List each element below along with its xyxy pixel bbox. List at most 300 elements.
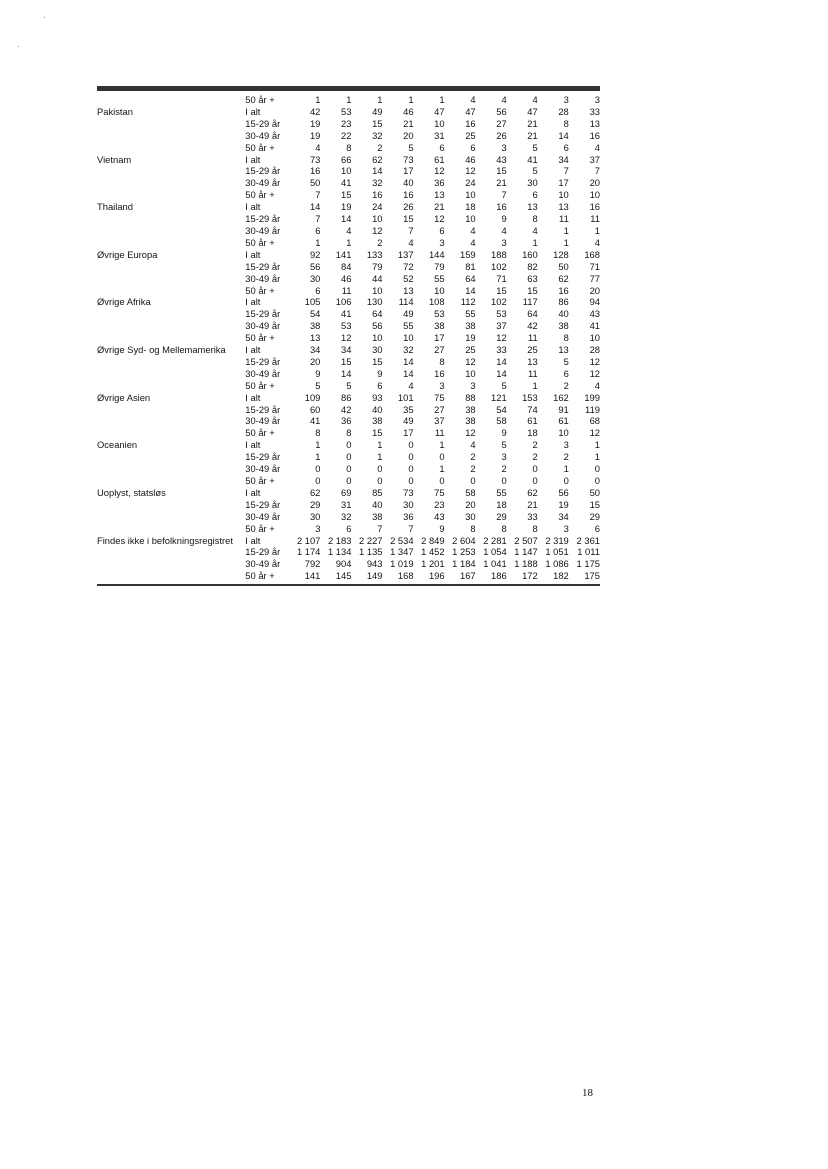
table-row — [97, 499, 600, 511]
table-row — [97, 201, 600, 213]
value-cell: 2 — [563, 451, 569, 463]
value-cell: 3 — [563, 94, 569, 105]
value-cell: 0 — [532, 475, 538, 486]
value-cell: 6 — [563, 141, 569, 153]
value-cell: 64 — [372, 308, 383, 320]
value-cell: 101 — [397, 391, 414, 403]
value-cell: 93 — [372, 391, 383, 403]
value-cell: 10 — [589, 189, 600, 201]
value-cell: 1 051 — [545, 546, 569, 558]
value-cell: 1 134 — [327, 546, 352, 558]
value-cell: 1 174 — [296, 546, 321, 558]
value-cell: 15 — [341, 355, 352, 367]
value-cell: 8 — [532, 522, 538, 534]
value-cell: 19 — [558, 498, 569, 510]
region-cell — [97, 368, 245, 380]
value-cell: 16 — [589, 201, 600, 213]
value-cell: 0 — [439, 451, 445, 463]
value-cell: 7 — [408, 522, 414, 534]
region-cell — [97, 427, 245, 439]
age-group-cell: 30-49 år — [245, 272, 281, 284]
table-row — [97, 285, 600, 297]
region-cell — [97, 285, 245, 297]
value-cell: 32 — [372, 177, 383, 189]
table-row — [97, 535, 600, 547]
value-cell: 68 — [589, 415, 600, 427]
value-cell: 2 — [377, 236, 383, 248]
age-group-cell: I alt — [245, 391, 261, 403]
region-cell — [97, 130, 245, 142]
value-cell: 25 — [465, 129, 476, 141]
table-row — [97, 475, 600, 487]
table-row — [97, 356, 600, 368]
value-cell: 144 — [428, 248, 445, 260]
value-cell: 36 — [403, 510, 414, 522]
value-cell: 21 — [527, 117, 538, 129]
value-cell: 79 — [434, 260, 445, 272]
value-cell: 0 — [408, 439, 414, 451]
value-cell: 73 — [309, 153, 321, 165]
value-cell: 31 — [434, 129, 445, 141]
value-cell: 5 — [532, 141, 538, 153]
value-cell: 4 — [470, 236, 476, 248]
region-cell: Øvrige Asien — [97, 391, 151, 403]
value-cell: 128 — [553, 248, 569, 260]
value-cell: 30 — [309, 510, 321, 522]
value-cell: 13 — [527, 355, 538, 367]
value-cell: 9 — [315, 367, 321, 379]
table-row — [97, 380, 600, 392]
value-cell: 12 — [465, 427, 476, 439]
table-row — [97, 213, 600, 225]
value-cell: 0 — [594, 463, 600, 475]
region-cell — [97, 404, 245, 416]
value-cell: 55 — [434, 272, 445, 284]
value-cell: 40 — [372, 498, 383, 510]
value-cell: 32 — [403, 344, 414, 356]
value-cell: 0 — [532, 463, 538, 475]
value-cell: 69 — [341, 486, 352, 498]
value-cell: 50 — [558, 260, 569, 272]
value-cell: 4 — [470, 224, 476, 236]
value-cell: 74 — [527, 403, 538, 415]
value-cell: 72 — [403, 260, 414, 272]
value-cell: 2 — [470, 463, 476, 475]
value-cell: 34 — [341, 344, 352, 356]
value-cell: 117 — [522, 296, 538, 308]
value-cell: 16 — [589, 129, 600, 141]
value-cell: 43 — [434, 510, 445, 522]
age-group-cell: I alt — [245, 344, 261, 356]
value-cell: 0 — [346, 451, 352, 463]
value-cell: 186 — [491, 570, 507, 582]
value-cell: 1 — [563, 236, 569, 248]
value-cell: 2 849 — [421, 534, 445, 546]
value-cell: 1 — [408, 94, 414, 105]
region-cell — [97, 273, 245, 285]
value-cell: 5 — [532, 165, 538, 177]
value-cell: 56 — [372, 320, 383, 332]
age-group-cell: 15-29 år — [245, 451, 281, 463]
value-cell: 86 — [341, 391, 352, 403]
value-cell: 1 347 — [390, 546, 414, 558]
value-cell: 119 — [585, 403, 600, 415]
value-cell: 10 — [558, 427, 569, 439]
value-cell: 1 019 — [390, 558, 414, 570]
value-cell: 7 — [594, 165, 600, 177]
value-cell: 7 — [315, 213, 321, 225]
value-cell: 13 — [558, 344, 569, 356]
value-cell: 13 — [309, 332, 321, 344]
value-cell: 36 — [341, 415, 352, 427]
value-cell: 1 054 — [483, 546, 507, 558]
age-group-cell: 30-49 år — [245, 367, 281, 379]
value-cell: 75 — [434, 486, 445, 498]
value-cell: 943 — [366, 558, 383, 570]
value-cell: 1 — [315, 94, 321, 105]
value-cell: 4 — [501, 94, 507, 105]
value-cell: 8 — [532, 213, 538, 225]
value-cell: 38 — [465, 415, 476, 427]
age-group-cell: 15-29 år — [245, 260, 281, 272]
value-cell: 28 — [558, 105, 569, 117]
table-row — [97, 261, 600, 273]
value-cell: 1 — [439, 439, 445, 451]
value-cell: 182 — [553, 570, 569, 582]
value-cell: 71 — [589, 260, 600, 272]
value-cell: 40 — [372, 403, 383, 415]
value-cell: 14 — [341, 213, 352, 225]
table-row — [97, 546, 600, 558]
region-cell — [97, 523, 245, 535]
value-cell: 81 — [465, 260, 476, 272]
table-row — [97, 296, 600, 308]
value-cell: 8 — [315, 427, 321, 439]
value-cell: 16 — [403, 189, 414, 201]
value-cell: 13 — [558, 201, 569, 213]
value-cell: 6 — [470, 141, 476, 153]
value-cell: 4 — [594, 236, 600, 248]
region-cell — [97, 356, 245, 368]
age-group-cell: 15-29 år — [245, 546, 281, 558]
value-cell: 9 — [439, 522, 445, 534]
value-cell: 4 — [594, 379, 600, 391]
value-cell: 16 — [372, 189, 383, 201]
value-cell: 85 — [372, 486, 383, 498]
value-cell: 6 — [346, 522, 352, 534]
value-cell: 38 — [372, 415, 383, 427]
value-cell: 73 — [403, 153, 414, 165]
value-cell: 33 — [589, 105, 600, 117]
value-cell: 2 534 — [390, 534, 414, 546]
value-cell: 42 — [309, 105, 321, 117]
value-cell: 58 — [465, 486, 476, 498]
value-cell: 12 — [372, 224, 383, 236]
value-cell: 11 — [528, 367, 538, 379]
value-cell: 73 — [403, 486, 414, 498]
statistics-table-container — [97, 86, 600, 586]
value-cell: 30 — [403, 498, 414, 510]
value-cell: 71 — [496, 272, 507, 284]
age-group-cell: 50 år + — [245, 284, 275, 296]
value-cell: 11 — [559, 213, 569, 225]
value-cell: 3 — [315, 522, 321, 534]
value-cell: 34 — [558, 510, 569, 522]
value-cell: 10 — [434, 117, 445, 129]
value-cell: 149 — [366, 570, 383, 582]
value-cell: 62 — [558, 272, 569, 284]
value-cell: 41 — [341, 177, 352, 189]
value-cell: 55 — [403, 320, 414, 332]
table-row — [97, 308, 600, 320]
value-cell: 47 — [434, 105, 445, 117]
age-group-cell: 15-29 år — [245, 498, 281, 510]
region-cell — [97, 451, 245, 463]
value-cell: 33 — [527, 510, 538, 522]
value-cell: 12 — [496, 332, 507, 344]
age-group-cell: I alt — [245, 296, 261, 308]
table-row — [97, 404, 600, 416]
value-cell: 168 — [397, 570, 414, 582]
value-cell: 3 — [470, 379, 476, 391]
table-body — [97, 94, 600, 582]
table-row — [97, 249, 600, 261]
age-group-cell: 50 år + — [245, 189, 275, 201]
value-cell: 20 — [465, 498, 476, 510]
value-cell: 30 — [465, 510, 476, 522]
value-cell: 175 — [584, 570, 600, 582]
region-cell — [97, 546, 245, 558]
value-cell: 27 — [434, 344, 445, 356]
value-cell: 24 — [372, 201, 383, 213]
value-cell: 56 — [496, 105, 507, 117]
value-cell: 145 — [335, 570, 352, 582]
age-group-cell: 30-49 år — [245, 320, 281, 332]
value-cell: 17 — [403, 427, 414, 439]
age-group-cell: 30-49 år — [245, 558, 281, 570]
region-cell — [97, 511, 245, 523]
region-cell — [97, 463, 245, 475]
value-cell: 2 — [563, 379, 569, 391]
age-group-cell: 50 år + — [245, 522, 275, 534]
value-cell: 5 — [408, 141, 414, 153]
value-cell: 6 — [563, 367, 569, 379]
value-cell: 3 — [563, 439, 569, 451]
age-group-cell: 50 år + — [245, 94, 275, 105]
value-cell: 188 — [491, 248, 507, 260]
value-cell: 46 — [403, 105, 414, 117]
value-cell: 7 — [408, 224, 414, 236]
value-cell: 4 — [470, 94, 476, 105]
table-row — [97, 392, 600, 404]
age-group-cell: 50 år + — [245, 475, 275, 486]
region-cell: Findes ikke i befolkningsregistret — [97, 534, 234, 546]
value-cell: 5 — [501, 379, 507, 391]
age-group-cell: I alt — [245, 534, 261, 546]
value-cell: 4 — [532, 94, 538, 105]
value-cell: 35 — [403, 403, 414, 415]
value-cell: 29 — [309, 498, 321, 510]
age-group-cell: I alt — [245, 153, 261, 165]
value-cell: 7 — [377, 522, 383, 534]
value-cell: 58 — [496, 415, 507, 427]
value-cell: 172 — [522, 570, 538, 582]
value-cell: 8 — [563, 332, 569, 344]
value-cell: 28 — [589, 344, 600, 356]
value-cell: 32 — [372, 129, 383, 141]
value-cell: 21 — [527, 129, 538, 141]
value-cell: 23 — [341, 117, 352, 129]
table-top-rule — [97, 86, 600, 91]
table-row — [97, 237, 600, 249]
value-cell: 47 — [465, 105, 476, 117]
value-cell: 12 — [589, 367, 600, 379]
value-cell: 141 — [304, 570, 321, 582]
value-cell: 55 — [465, 308, 476, 320]
value-cell: 15 — [403, 213, 414, 225]
age-group-cell: I alt — [245, 439, 261, 451]
region-cell — [97, 332, 245, 344]
value-cell: 21 — [434, 201, 445, 213]
table-row — [97, 427, 600, 439]
value-cell: 16 — [434, 367, 445, 379]
value-cell: 17 — [403, 165, 414, 177]
value-cell: 11 — [434, 427, 445, 439]
value-cell: 4 — [346, 224, 352, 236]
value-cell: 102 — [491, 260, 507, 272]
region-cell — [97, 237, 245, 249]
table-row — [97, 106, 600, 118]
value-cell: 1 — [563, 224, 569, 236]
value-cell: 50 — [309, 177, 321, 189]
age-group-cell: 15-29 år — [245, 213, 281, 225]
table-row — [97, 177, 600, 189]
value-cell: 2 — [501, 463, 507, 475]
value-cell: 2 — [532, 451, 538, 463]
value-cell: 112 — [460, 296, 476, 308]
value-cell: 5 — [346, 379, 352, 391]
table-row — [97, 368, 600, 380]
value-cell: 29 — [496, 510, 507, 522]
region-cell — [97, 499, 245, 511]
value-cell: 8 — [346, 427, 352, 439]
value-cell: 5 — [563, 355, 569, 367]
value-cell: 12 — [434, 213, 445, 225]
value-cell: 61 — [434, 153, 445, 165]
value-cell: 792 — [304, 558, 321, 570]
value-cell: 1 — [346, 236, 352, 248]
value-cell: 8 — [346, 141, 352, 153]
value-cell: 44 — [372, 272, 383, 284]
value-cell: 0 — [346, 475, 352, 486]
value-cell: 34 — [309, 344, 321, 356]
value-cell: 8 — [470, 522, 476, 534]
age-group-cell: I alt — [245, 248, 261, 260]
table-row — [97, 487, 600, 499]
value-cell: 10 — [465, 213, 476, 225]
scan-speck — [44, 17, 45, 18]
value-cell: 1 — [532, 379, 538, 391]
value-cell: 14 — [496, 355, 507, 367]
value-cell: 20 — [403, 129, 414, 141]
value-cell: 38 — [465, 403, 476, 415]
table-row — [97, 558, 600, 570]
value-cell: 25 — [527, 344, 538, 356]
table-row — [97, 344, 600, 356]
value-cell: 1 — [315, 439, 321, 451]
value-cell: 1 — [532, 236, 538, 248]
value-cell: 10 — [372, 284, 383, 296]
value-cell: 29 — [589, 510, 600, 522]
value-cell: 19 — [309, 129, 321, 141]
value-cell: 56 — [309, 260, 321, 272]
value-cell: 1 — [439, 463, 445, 475]
value-cell: 63 — [527, 272, 538, 284]
value-cell: 904 — [335, 558, 352, 570]
value-cell: 88 — [465, 391, 476, 403]
value-cell: 26 — [403, 201, 414, 213]
value-cell: 2 227 — [359, 534, 383, 546]
value-cell: 27 — [496, 117, 507, 129]
region-cell — [97, 380, 245, 392]
value-cell: 1 — [439, 94, 445, 105]
value-cell: 41 — [309, 415, 321, 427]
table-row — [97, 118, 600, 130]
value-cell: 62 — [372, 153, 383, 165]
table-row — [97, 189, 600, 201]
value-cell: 1 175 — [576, 558, 600, 570]
value-cell: 4 — [408, 236, 414, 248]
value-cell: 106 — [335, 296, 352, 308]
value-cell: 52 — [403, 272, 414, 284]
table-row — [97, 415, 600, 427]
value-cell: 43 — [496, 153, 507, 165]
value-cell: 6 — [439, 224, 445, 236]
value-cell: 1 — [315, 236, 321, 248]
value-cell: 1 253 — [452, 546, 476, 558]
age-group-cell: 50 år + — [245, 236, 275, 248]
value-cell: 33 — [496, 344, 507, 356]
value-cell: 55 — [496, 486, 507, 498]
value-cell: 42 — [527, 320, 538, 332]
value-cell: 50 — [589, 486, 600, 498]
table-row — [97, 463, 600, 475]
age-group-cell: 30-49 år — [245, 224, 281, 236]
value-cell: 5 — [501, 439, 507, 451]
value-cell: 15 — [341, 189, 352, 201]
value-cell: 4 — [470, 439, 476, 451]
value-cell: 25 — [465, 344, 476, 356]
value-cell: 49 — [403, 308, 414, 320]
value-cell: 0 — [377, 475, 383, 486]
value-cell: 77 — [589, 272, 600, 284]
value-cell: 54 — [496, 403, 507, 415]
value-cell: 15 — [372, 117, 383, 129]
value-cell: 4 — [408, 379, 414, 391]
value-cell: 141 — [335, 248, 352, 260]
value-cell: 16 — [558, 284, 569, 296]
value-cell: 43 — [589, 308, 600, 320]
value-cell: 159 — [459, 248, 476, 260]
value-cell: 8 — [563, 117, 569, 129]
value-cell: 0 — [315, 475, 321, 486]
value-cell: 94 — [589, 296, 600, 308]
value-cell: 121 — [491, 391, 507, 403]
value-cell: 1 201 — [421, 558, 445, 570]
value-cell: 137 — [397, 248, 414, 260]
value-cell: 15 — [372, 355, 383, 367]
value-cell: 0 — [501, 475, 507, 486]
